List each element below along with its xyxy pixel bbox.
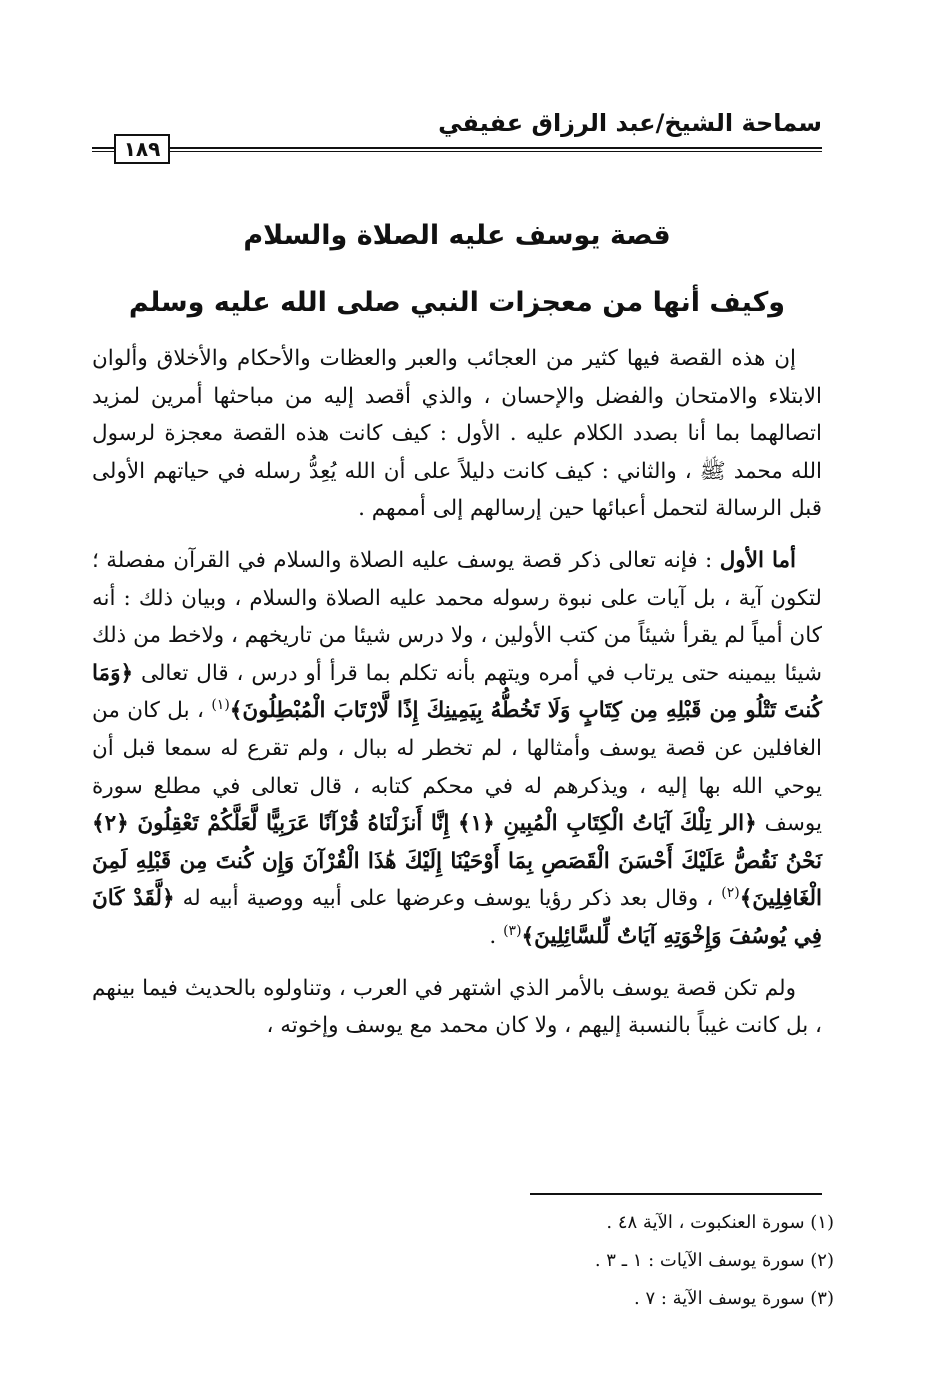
header-rule xyxy=(170,147,822,152)
paragraph-lead-in: أما الأول xyxy=(719,547,797,573)
chapter-subtitle: وكيف أنها من معجزات النبي صلى الله عليه وسلم xyxy=(128,287,786,318)
paragraph-text: ، وقال بعد ذكر رؤيا يوسف وعرضها على أبيه ووصية أبيه له xyxy=(174,886,722,912)
quran-verse: ﴿وَمَا كُنتَ تَتْلُو مِن قَبْلِهِ مِن كِتَابٍ وَلَا تَخُطُّهُ بِيَمِينِكَ إِذًا لَّارْتَابَ الْمُبْطِلُونَ﴾ xyxy=(92,660,822,724)
chapter-title: قصة يوسف عليه الصلاة والسلام xyxy=(243,220,671,251)
paragraph-text: : فإنه تعالى ذكر قصة يوسف عليه الصلاة والسلام في القرآن مفصلة ؛ لتكون آية ، بل آيات على نبوة رسوله محمد عليه الصلاة والسلام ، وبيان ذلك : أنه كان أمياً لم يقرأ شيئاً من كتب الأولين ، ولا درس شيئا من تاريخهم ، ولاخط من ذلك شيئا بيمينه حتى يرتاب في أمره ويتهم بأنه تكلم بما قرأ أو درس ، قال تعالى xyxy=(92,547,822,686)
footnote-item: (٣) سورة يوسف الآية : ٧ . xyxy=(634,1288,834,1309)
body-text xyxy=(92,340,822,1059)
footnote-separator xyxy=(530,1193,822,1195)
paragraph-text: . xyxy=(489,923,504,949)
footnote-marker: (٢) xyxy=(721,885,740,902)
header-rule-left-segment xyxy=(92,147,114,152)
paragraph-text: ، بل كان من الغافلين عن قصة يوسف وأمثالها ، لم تخطر له ببال ، ولم تقرع له سمعا قبل أن يوحي الله بها إليه ، ويذكرهم له في محكم كتابه ، قال تعالى في مطلع سورة يوسف xyxy=(92,698,822,837)
footnote-marker: (٣) xyxy=(503,922,522,939)
quran-verse: ﴿لَّقَدْ كَانَ فِي يُوسُفَ وَإِخْوَتِهِ آيَاتٌ لِّلسَّائِلِينَ﴾ xyxy=(92,886,822,949)
paragraph-intro: إن هذه القصة فيها كثير من العجائب والعبر والعظات والأحكام والأخلاق وألوان الابتلاء والامتحان والفضل والإحسان ، والذي أقصد إليه من مباحثها أمرين لمزيد اتصالهما بما أنا بصدد الكلام عليه . الأول : كيف كانت هذه القصة معجزة لرسول الله محمد ﷺ ، والثاني : كيف كانت دليلاً على أن الله يُعِدُّ رسله في حياتهم الأولى قبل الرسالة لتحمل أعبائها حين إرسالهم إلى أممهم . xyxy=(92,346,822,522)
running-header: سماحة الشيخ/عبد الرزاق عفيفي xyxy=(438,109,822,137)
paragraph-first-point xyxy=(92,542,822,956)
footnote-item: (١) سورة العنكبوت ، الآية ٤٨ . xyxy=(606,1212,834,1233)
footnotes xyxy=(420,1204,834,1318)
footnote-item: (٢) سورة يوسف الآيات : ١ ـ ٣ . xyxy=(594,1250,834,1271)
quran-verse: ﴿الر تِلْكَ آيَاتُ الْكِتَابِ الْمُبِينِ ﴿١﴾ إِنَّا أَنزَلْنَاهُ قُرْآنًا عَرَبِيًّا لَّعَلَّكُمْ تَعْقِلُونَ ﴿٢﴾ نَحْنُ نَقُصُّ عَلَيْكَ أَحْسَنَ الْقَصَصِ بِمَا أَوْحَيْنَا إِلَيْكَ هَٰذَا الْقُرْآنَ وَإِن كُنتَ مِن قَبْلِهِ لَمِنَ الْغَافِلِينَ﴾ xyxy=(92,811,822,912)
paragraph-continuation: ولم تكن قصة يوسف بالأمر الذي اشتهر في العرب ، وتناولوه بالحديث فيما بينهم ، بل كانت غيباً بالنسبة إليهم ، ولا كان محمد مع يوسف وإخوته ، xyxy=(92,975,822,1039)
footnote-marker: (١) xyxy=(211,697,230,714)
page-number: ١٨٩ xyxy=(114,134,170,164)
